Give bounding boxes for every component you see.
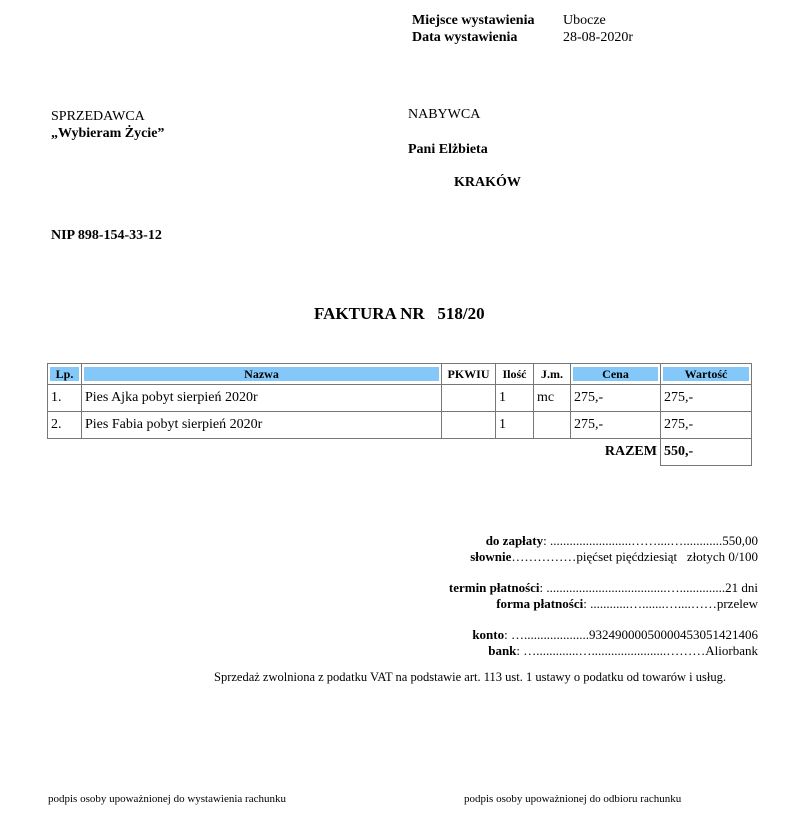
total-row (48, 439, 752, 466)
seller-name: „Wybieram Życie” (51, 126, 165, 141)
cell-jm: mc (534, 385, 571, 412)
words-value: ……………pięćset pięćdziesiąt złotych 0/100 (511, 549, 758, 564)
cell-nazwa: Pies Ajka pobyt sierpień 2020r (82, 385, 442, 412)
bank-label: bank (488, 643, 517, 658)
cell-nazwa: Pies Fabia pobyt sierpień 2020r (82, 412, 442, 439)
col-jm: J.m. (541, 367, 563, 381)
issuer-signature: podpis osoby upoważnionej do wystawienia rachunku (48, 793, 286, 805)
col-ilosc: Ilość (502, 367, 527, 381)
method-value: : ............….......…....……przelew (583, 596, 758, 611)
cell-wartosc: 275,- (661, 385, 752, 412)
seller-label: SPRZEDAWCA (51, 109, 145, 124)
col-cena: Cena (573, 367, 658, 381)
to-pay-value: : .........................……....…............550,00 (543, 533, 758, 548)
cell-pkwiu (442, 412, 496, 439)
total-label: RAZEM (604, 444, 657, 460)
invoice-table (47, 363, 752, 466)
buyer-city: KRAKÓW (454, 175, 521, 190)
table-row (48, 385, 752, 412)
invoice-title: FAKTURA NR 518/20 (314, 304, 485, 323)
vat-note: Sprzedaż zwolniona z podatku VAT na podstawie art. 113 ust. 1 ustawy o podatku od towarów i usług. (214, 670, 726, 684)
seller-nip: NIP 898-154-33-12 (51, 228, 162, 243)
total-value: 550,- (661, 439, 752, 466)
to-pay-label: do zapłaty (485, 533, 544, 548)
col-lp: Lp. (50, 367, 79, 381)
cell-cena: 275,- (571, 412, 661, 439)
words-label: słownie (470, 549, 512, 564)
buyer-name: Pani Elżbieta (408, 142, 488, 157)
cell-wartosc: 275,- (661, 412, 752, 439)
place-label: Miejsce wystawienia (412, 13, 535, 28)
cell-ilosc: 1 (496, 385, 534, 412)
place-value: Ubocze (563, 13, 606, 28)
cell-jm (534, 412, 571, 439)
date-label: Data wystawienia (412, 30, 518, 45)
method-label: forma płatności (496, 596, 584, 611)
date-value: 28-08-2020r (563, 30, 633, 45)
col-wartosc: Wartość (663, 367, 749, 381)
account-value: : …....................93249000050000453051421406 (504, 627, 758, 642)
term-value: : .....................................…..............21 dni (539, 580, 758, 595)
table-row (48, 412, 752, 439)
receiver-signature: podpis osoby upoważnionej do odbioru rachunku (464, 793, 682, 805)
cell-lp: 1. (48, 385, 82, 412)
cell-cena: 275,- (571, 385, 661, 412)
term-label: termin płatności (448, 580, 540, 595)
cell-pkwiu (442, 385, 496, 412)
col-pkwiu: PKWIU (447, 367, 490, 381)
col-nazwa: Nazwa (84, 367, 439, 381)
payment-summary (449, 533, 758, 659)
buyer-label: NABYWCA (408, 107, 481, 122)
account-label: konto (472, 627, 505, 642)
table-header-row (48, 364, 752, 385)
bank-value: : ….............….......................………Aliorbank (516, 643, 758, 658)
cell-ilosc: 1 (496, 412, 534, 439)
cell-lp: 2. (48, 412, 82, 439)
